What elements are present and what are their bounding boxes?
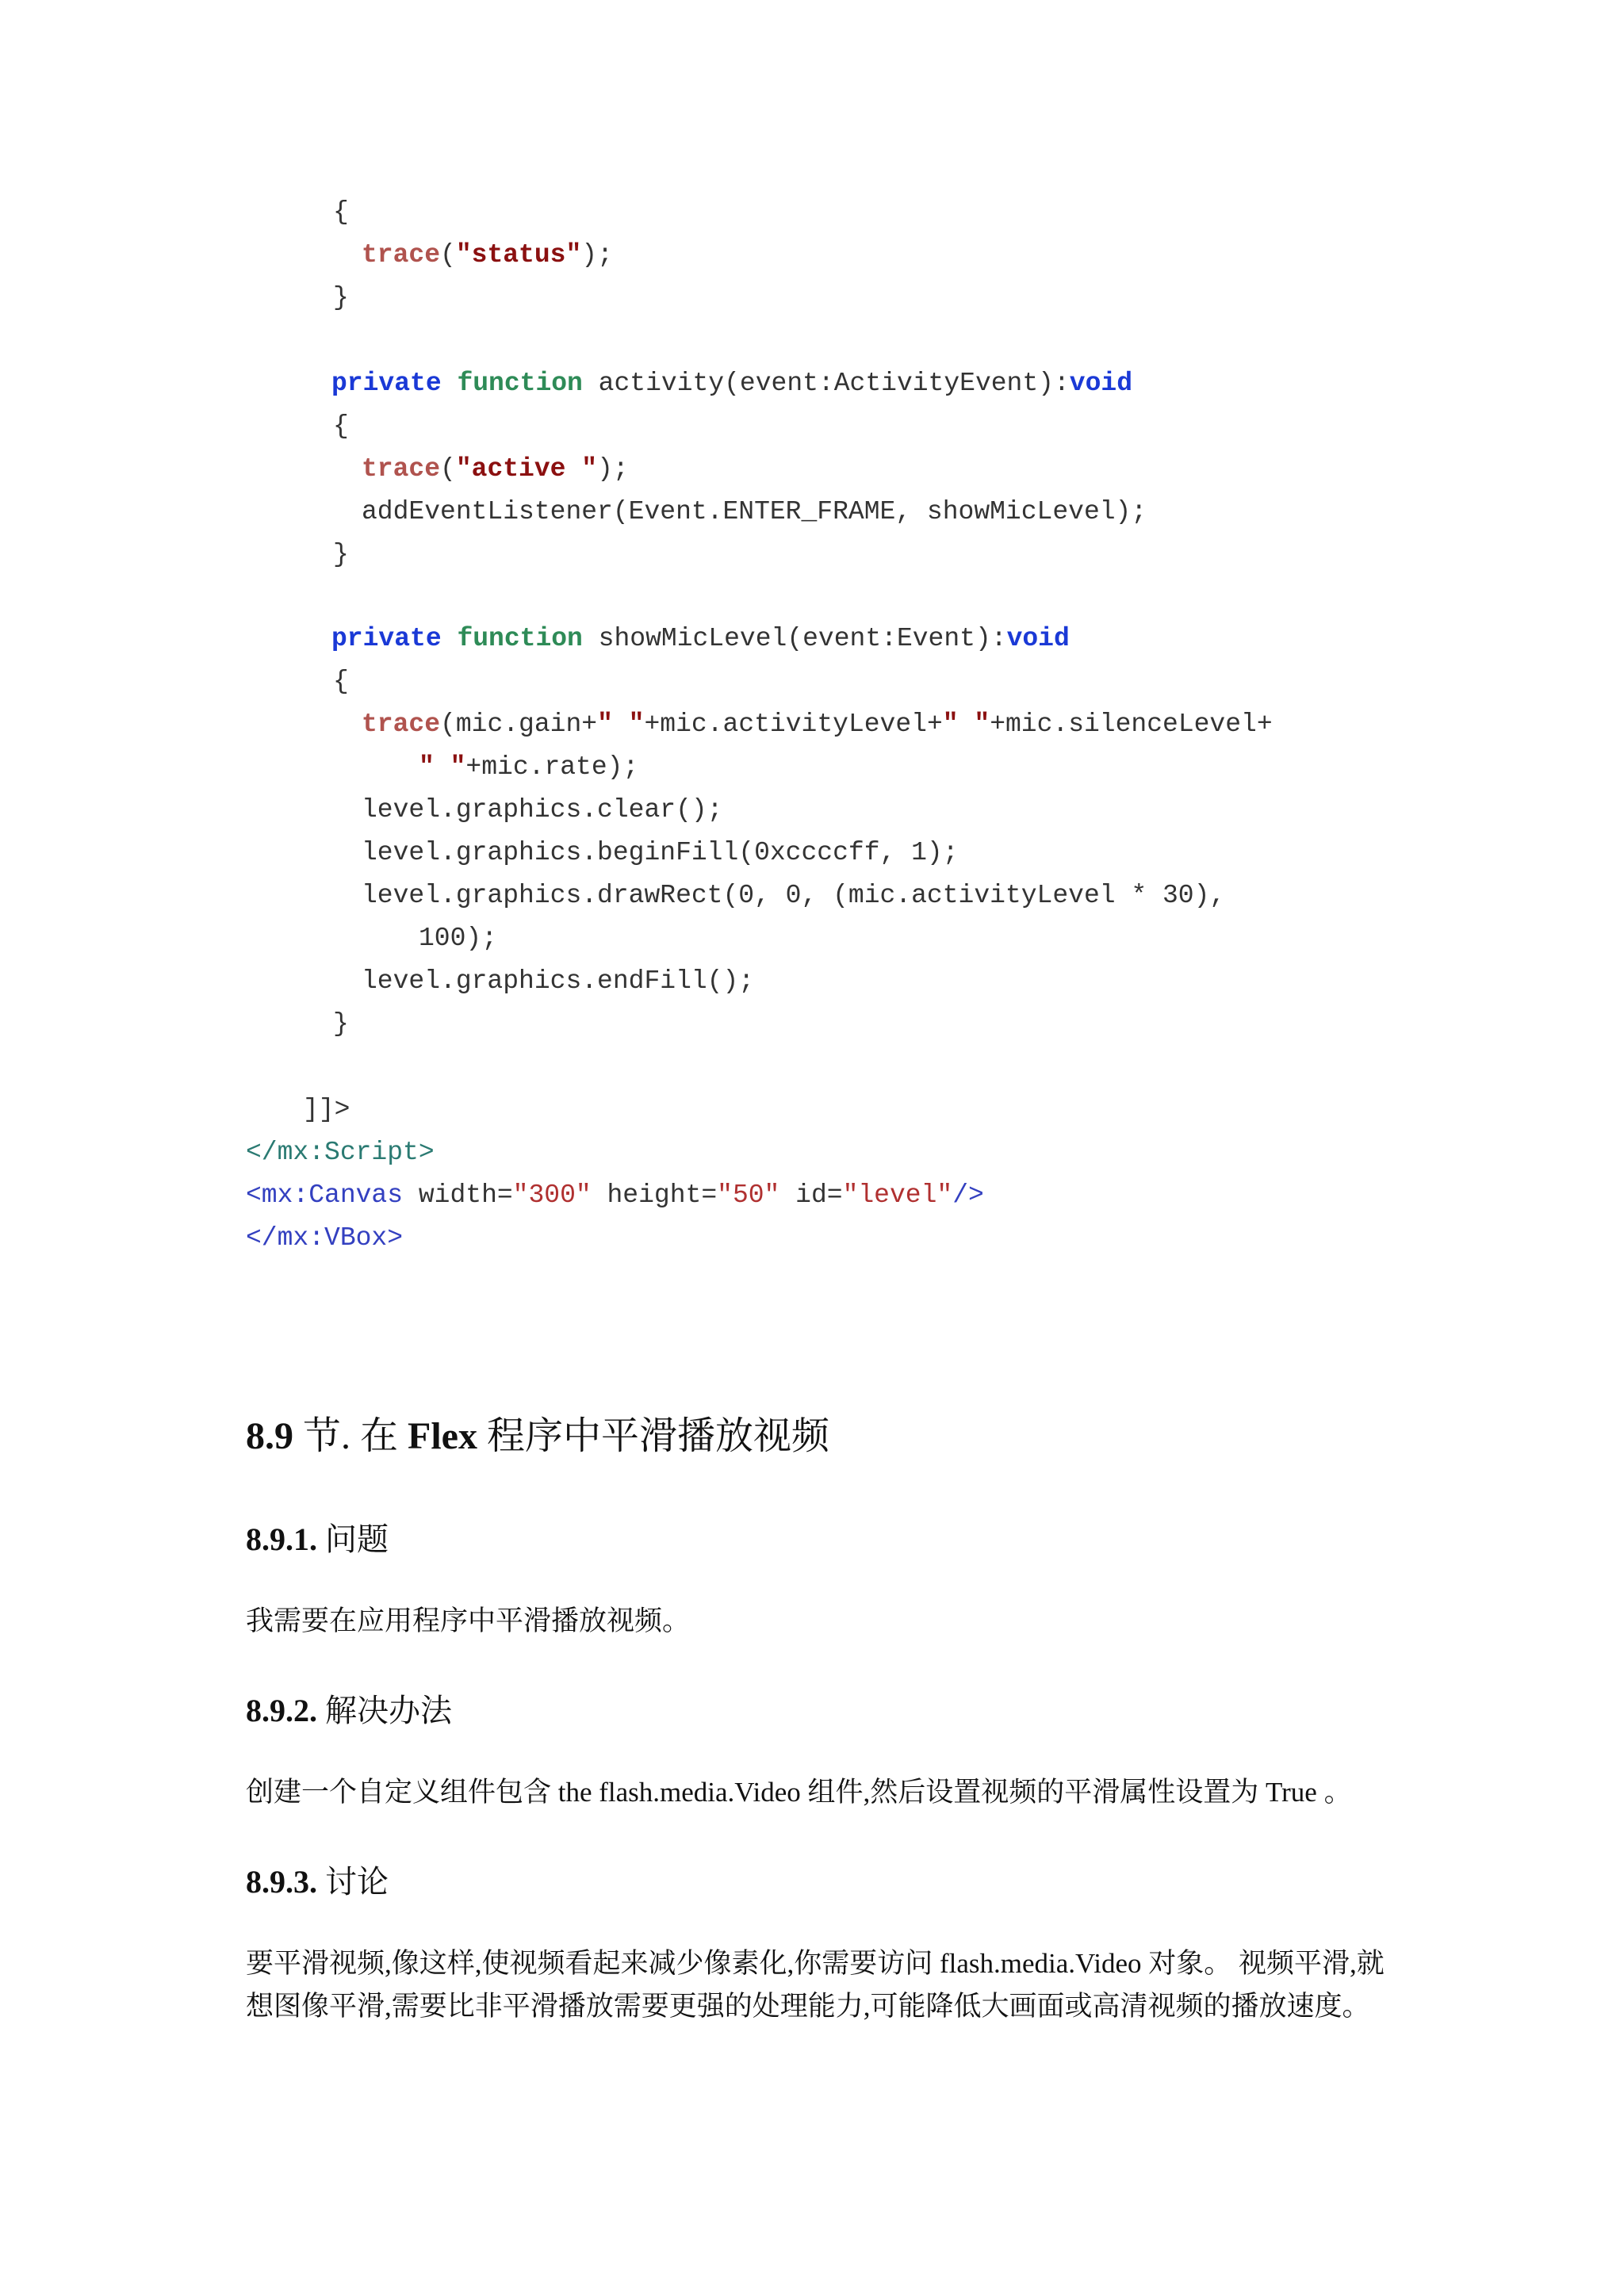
section-title-part: 程序中平滑播放视频 bbox=[477, 1415, 829, 1457]
code-text: ]]> bbox=[303, 1095, 350, 1124]
code-tag: </mx:VBox> bbox=[246, 1223, 404, 1253]
code-text: addEventListener(Event.ENTER_FRAME, showMicLevel); bbox=[362, 497, 1147, 526]
code-attribute: width= bbox=[403, 1181, 513, 1210]
section-title-part: 节. 在 bbox=[293, 1415, 408, 1457]
code-keyword: function bbox=[457, 624, 583, 653]
code-text: level.graphics.endFill(); bbox=[362, 966, 755, 996]
code-line bbox=[362, 966, 754, 997]
code-string: "status" bbox=[455, 240, 582, 270]
code-string: " " bbox=[597, 710, 645, 739]
code-line bbox=[362, 453, 629, 485]
code-text: ( bbox=[440, 454, 456, 484]
subsection-number: 8.9.3. bbox=[246, 1864, 317, 1900]
code-text: ( bbox=[440, 240, 456, 270]
subsection-title: 解决办法 bbox=[317, 1693, 452, 1728]
code-line bbox=[419, 752, 638, 783]
code-text: +mic.rate); bbox=[465, 752, 639, 782]
code-string: " " bbox=[419, 752, 466, 782]
code-line bbox=[333, 197, 349, 228]
subsection-heading-solution bbox=[246, 1686, 452, 1731]
code-line bbox=[331, 368, 1132, 400]
code-tag: </mx:Script> bbox=[246, 1138, 435, 1167]
code-string: "active " bbox=[455, 454, 598, 484]
section-number: 8.9 bbox=[246, 1415, 293, 1457]
code-text: (mic.gain+ bbox=[440, 710, 598, 739]
code-attribute-value: "level" bbox=[842, 1181, 953, 1210]
code-text: showMicLevel(event:Event): bbox=[582, 624, 1007, 653]
code-tag: /> bbox=[952, 1181, 984, 1210]
code-function-name: trace bbox=[362, 454, 441, 484]
subsection-title: 问题 bbox=[317, 1521, 389, 1557]
code-text: { bbox=[333, 667, 349, 696]
code-attribute: height= bbox=[591, 1181, 718, 1210]
code-text: } bbox=[333, 1009, 349, 1039]
section-heading bbox=[246, 1405, 829, 1460]
code-text: 100); bbox=[419, 924, 498, 953]
code-text: level.graphics.drawRect(0, 0, (mic.activityLevel * 30), bbox=[362, 881, 1226, 910]
code-text: activity(event:ActivityEvent): bbox=[582, 369, 1070, 398]
code-line bbox=[333, 282, 349, 314]
subsection-number: 8.9.1. bbox=[246, 1521, 317, 1557]
code-line bbox=[333, 1008, 349, 1040]
code-text: +mic.activityLevel+ bbox=[644, 710, 943, 739]
paragraph-solution: 创建一个自定义组件包含 the flash.media.Video 组件,然后设置视频的平滑属性设置为 True 。 bbox=[246, 1777, 1352, 1808]
section-title-flex: Flex bbox=[408, 1415, 477, 1457]
code-keyword: function bbox=[457, 369, 583, 398]
subsection-heading-discussion bbox=[246, 1857, 389, 1902]
code-text: { bbox=[333, 197, 349, 227]
code-line bbox=[362, 794, 722, 826]
code-function-name: trace bbox=[362, 710, 441, 739]
code-line bbox=[246, 1223, 403, 1254]
subsection-number: 8.9.2. bbox=[246, 1693, 317, 1728]
code-tag: <mx:Canvas bbox=[246, 1181, 404, 1210]
code-attribute-value: "300" bbox=[512, 1181, 592, 1210]
code-line bbox=[419, 923, 497, 955]
code-attribute-value: "50" bbox=[717, 1181, 780, 1210]
code-text: level.graphics.beginFill(0xccccff, 1); bbox=[362, 838, 959, 867]
code-string: " " bbox=[942, 710, 990, 739]
paragraph-problem: 我需要在应用程序中平滑播放视频。 bbox=[246, 1605, 691, 1636]
code-line bbox=[362, 239, 613, 271]
code-function-name: trace bbox=[362, 240, 441, 270]
code-line bbox=[362, 837, 959, 869]
code-text: ); bbox=[597, 454, 629, 484]
code-text: +mic.silenceLevel+ bbox=[990, 710, 1273, 739]
code-line bbox=[303, 1094, 350, 1126]
code-line bbox=[333, 539, 349, 571]
code-keyword: void bbox=[1069, 369, 1132, 398]
code-line bbox=[362, 880, 1225, 912]
code-keyword: private bbox=[331, 369, 442, 398]
code-line bbox=[333, 411, 349, 442]
subsection-heading-problem bbox=[246, 1514, 389, 1559]
code-line bbox=[246, 1180, 984, 1211]
code-line bbox=[333, 666, 349, 698]
code-keyword: void bbox=[1006, 624, 1070, 653]
subsection-title: 讨论 bbox=[317, 1864, 389, 1900]
code-line bbox=[331, 623, 1070, 655]
code-line bbox=[362, 496, 1147, 528]
paragraph-discussion: 要平滑视频,像这样,使视频看起来减少像素化,你需要访问 flash.media.Video 对象。 视频平滑,就想图像平滑,需要比非平滑播放需要更强的处理能力,可能降低大画面或高清视频的播放速度。 bbox=[246, 1948, 1385, 2022]
code-text: } bbox=[333, 540, 349, 569]
code-text: } bbox=[333, 283, 349, 312]
code-text: level.graphics.clear(); bbox=[362, 795, 723, 825]
code-text: ); bbox=[581, 240, 613, 270]
code-keyword: private bbox=[331, 624, 442, 653]
code-text: { bbox=[333, 411, 349, 441]
code-line bbox=[246, 1137, 435, 1169]
code-attribute: id= bbox=[779, 1181, 843, 1210]
code-line bbox=[362, 709, 1273, 740]
